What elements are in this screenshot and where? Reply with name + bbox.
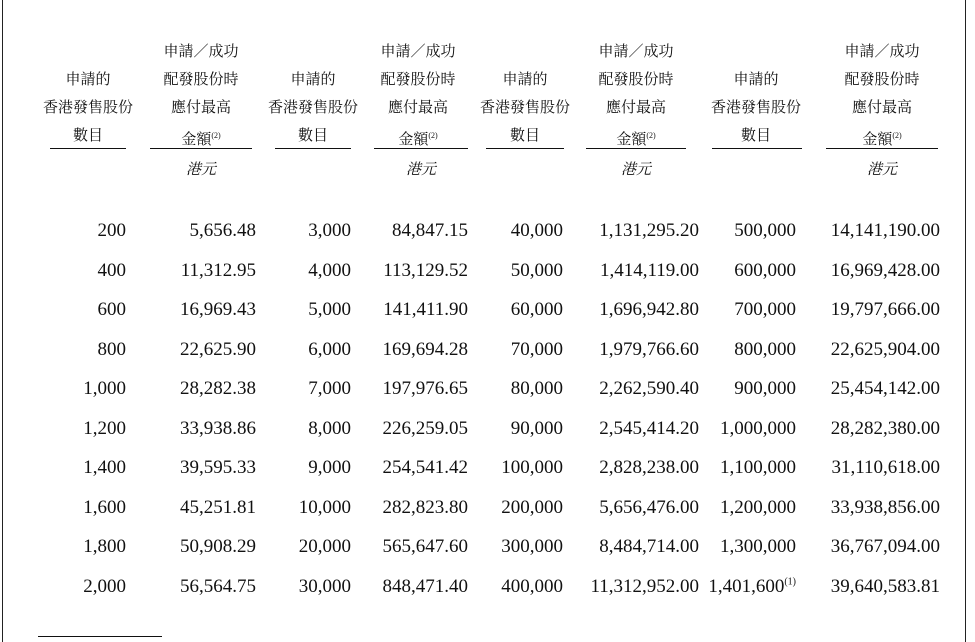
- header-line: 申請的: [733, 72, 779, 88]
- shares-cell: [511, 260, 563, 282]
- cell-value: 50,908.29: [180, 536, 256, 557]
- cell-value: 19,797,666.00: [830, 299, 940, 320]
- amount-cell: [383, 339, 469, 361]
- header-amount-4: [826, 38, 938, 154]
- shares-cell: [734, 339, 796, 361]
- unit-label: 港元: [405, 162, 436, 178]
- cell-value: 16,969.43: [180, 299, 256, 320]
- shares-cell: [308, 378, 351, 400]
- amount-cell: [383, 457, 469, 479]
- header-rule: [50, 148, 126, 149]
- cell-value: 16,969,428.00: [830, 259, 940, 281]
- amount-cell: [831, 497, 940, 519]
- cell-value: 25,454,142.00: [830, 378, 940, 399]
- shares-cell: [83, 418, 126, 440]
- header-line: [150, 122, 252, 154]
- header-line: [370, 122, 466, 154]
- shares-cell: [720, 497, 796, 519]
- cell-value: 2,262,590.40: [599, 378, 699, 399]
- header-text: 金額: [181, 132, 212, 148]
- shares-cell: [501, 576, 563, 598]
- header-line: 應付最高: [605, 100, 666, 116]
- cell-value: 33,938,856.00: [830, 496, 940, 518]
- shares-cell: [83, 536, 126, 558]
- shares-cell: [501, 536, 563, 558]
- amount-cell: [590, 576, 699, 598]
- header-line: 數目: [297, 128, 328, 144]
- amount-cell: [190, 220, 257, 242]
- header-line: 申請的: [290, 72, 336, 88]
- header-text: 金額: [616, 132, 647, 148]
- amount-cell: [831, 536, 940, 558]
- cell-value: 1,000,000: [720, 417, 796, 439]
- header-line: 配發股份時: [380, 72, 456, 88]
- shares-cell: [299, 576, 351, 598]
- amount-cell: [599, 536, 699, 558]
- cell-value: 1,200: [83, 417, 126, 439]
- unit-label: 港元: [620, 162, 651, 178]
- shares-cell: [308, 457, 351, 479]
- cell-value: 5,656,476.00: [599, 496, 699, 518]
- cell-value: 1,600: [83, 496, 126, 518]
- cell-value: 84,847.15: [392, 220, 468, 241]
- left-border: [2, 0, 3, 642]
- footnote-marker: (2): [428, 131, 438, 140]
- cell-value: 565,647.60: [382, 536, 468, 557]
- shares-cell: [83, 497, 126, 519]
- header-amount-2: [370, 38, 466, 154]
- amount-cell: [831, 260, 940, 282]
- header-line: 數目: [740, 128, 771, 144]
- cell-value: 1,200,000: [720, 496, 796, 518]
- cell-value: 113,129.52: [383, 259, 468, 281]
- shares-cell: [734, 220, 796, 242]
- shares-cell: [511, 299, 563, 321]
- cell-value: 36,767,094.00: [830, 536, 940, 557]
- footnote-marker: (2): [211, 131, 221, 140]
- cell-value: 40,000: [510, 220, 563, 241]
- cell-value: 141,411.90: [383, 299, 468, 320]
- shares-cell: [299, 536, 351, 558]
- shares-cell: [720, 536, 796, 558]
- header-text: 金額: [862, 132, 893, 148]
- header-line: 應付最高: [851, 100, 912, 116]
- shares-cell: [83, 457, 126, 479]
- amount-cell: [181, 260, 256, 282]
- shares-cell: [511, 418, 563, 440]
- header-line: 數目: [72, 128, 103, 144]
- header-line: 配發股份時: [844, 72, 920, 88]
- header-rule: [374, 148, 468, 149]
- amount-cell: [383, 497, 469, 519]
- cell-value: 800: [97, 338, 126, 360]
- header-line: 申請的: [502, 72, 548, 88]
- cell-value: 200,000: [501, 496, 563, 518]
- amount-cell: [180, 457, 256, 479]
- cell-value: 2,545,414.20: [599, 417, 699, 439]
- cell-value: 1,401,600: [708, 575, 785, 597]
- cell-value: 282,823.80: [382, 496, 468, 518]
- header-line: 香港發售股份: [480, 100, 571, 116]
- amount-cell: [383, 576, 469, 598]
- header-line: 香港發售股份: [42, 100, 133, 116]
- cell-value: 500,000: [734, 220, 796, 241]
- cell-value: 6,000: [308, 338, 351, 360]
- cell-value: 169,694.28: [382, 338, 468, 360]
- cell-value: 50,000: [510, 259, 563, 281]
- shares-cell: [83, 378, 126, 400]
- header-rule: [150, 148, 252, 149]
- cell-value: 1,696,942.80: [599, 299, 699, 320]
- header-rule: [275, 148, 351, 149]
- header-rule: [826, 148, 938, 149]
- shares-cell: [708, 576, 796, 598]
- cell-value: 197,976.65: [382, 378, 468, 399]
- cell-value: 1,000: [83, 378, 126, 399]
- header-line: 申請／成功: [380, 44, 456, 60]
- cell-value: 45,251.81: [180, 496, 256, 518]
- cell-value: 5,656.48: [189, 220, 256, 241]
- header-rule: [486, 148, 564, 149]
- cell-value: 8,000: [308, 417, 351, 439]
- header-line: 配發股份時: [163, 72, 239, 88]
- cell-value: 848,471.40: [382, 575, 468, 597]
- unit-label: 港元: [866, 162, 897, 178]
- cell-value: 400,000: [501, 575, 563, 597]
- header-line: 香港發售股份: [268, 100, 359, 116]
- cell-value: 33,938.86: [180, 417, 256, 439]
- header-shares-1: [40, 66, 136, 150]
- shares-cell: [308, 260, 351, 282]
- amount-cell: [599, 418, 699, 440]
- header-shares-4: [710, 66, 802, 150]
- amount-cell: [599, 497, 699, 519]
- cell-value: 1,100,000: [720, 457, 796, 478]
- cell-value: 1,300,000: [720, 536, 796, 557]
- cell-value: 226,259.05: [382, 417, 468, 439]
- cell-value: 60,000: [510, 299, 563, 320]
- amount-cell: [831, 576, 940, 598]
- header-line: 配發股份時: [598, 72, 674, 88]
- amount-cell: [383, 536, 469, 558]
- cell-value: 5,000: [308, 299, 351, 320]
- cell-value: 600: [97, 299, 126, 320]
- right-border: [965, 0, 966, 642]
- shares-cell: [511, 378, 563, 400]
- cell-value: 1,800: [83, 536, 126, 557]
- cell-value: 20,000: [298, 536, 351, 557]
- amount-cell: [180, 536, 256, 558]
- cell-value: 300,000: [501, 536, 563, 557]
- amount-cell: [599, 457, 699, 479]
- cell-value: 700,000: [734, 299, 796, 320]
- footnote-rule: [38, 636, 162, 637]
- cell-value: 1,131,295.20: [599, 220, 699, 241]
- shares-cell: [720, 457, 796, 479]
- shares-cell: [511, 339, 563, 361]
- amount-cell: [831, 457, 940, 479]
- shares-cell: [98, 299, 127, 321]
- header-rule: [712, 148, 802, 149]
- header-rule: [586, 148, 686, 149]
- shares-cell: [734, 299, 796, 321]
- shares-cell: [308, 299, 351, 321]
- cell-value: 31,110,618.00: [831, 457, 940, 478]
- shares-cell: [308, 418, 351, 440]
- header-text: 金額: [398, 132, 429, 148]
- cell-value: 600,000: [734, 259, 796, 281]
- cell-value: 22,625,904.00: [830, 338, 940, 360]
- amount-cell: [831, 418, 940, 440]
- cell-value: 254,541.42: [382, 457, 468, 478]
- cell-value: 200: [97, 220, 126, 241]
- header-line: 應付最高: [387, 100, 448, 116]
- cell-value: 1,414,119.00: [599, 259, 699, 281]
- unit-label: 港元: [185, 162, 216, 178]
- header-shares-3: [480, 66, 570, 150]
- shares-cell: [308, 339, 351, 361]
- amount-cell: [831, 299, 940, 321]
- cell-value: 11,312,952.00: [590, 575, 699, 597]
- shares-cell: [720, 418, 796, 440]
- header-line: 申請／成功: [163, 44, 239, 60]
- cell-value: 14,141,190.00: [830, 220, 940, 241]
- amount-cell: [599, 378, 699, 400]
- amount-cell: [180, 299, 256, 321]
- cell-value: 400: [97, 259, 126, 281]
- amount-cell: [180, 378, 256, 400]
- amount-cell: [180, 418, 256, 440]
- amount-cell: [180, 339, 256, 361]
- cell-value: 39,595.33: [180, 457, 256, 478]
- shares-cell: [734, 378, 796, 400]
- cell-value: 28,282.38: [180, 378, 256, 399]
- shares-cell: [98, 220, 127, 242]
- cell-value: 7,000: [308, 378, 351, 399]
- header-line: 香港發售股份: [710, 100, 801, 116]
- shares-cell: [83, 576, 126, 598]
- amount-cell: [599, 299, 699, 321]
- header-line: 數目: [509, 128, 540, 144]
- shares-cell: [308, 220, 351, 242]
- amount-cell: [180, 576, 256, 598]
- cell-value: 10,000: [298, 496, 351, 518]
- cell-value: 4,000: [308, 259, 351, 281]
- header-amount-1: [150, 38, 252, 154]
- amount-cell: [383, 299, 468, 321]
- cell-value: 70,000: [510, 338, 563, 360]
- cell-value: 9,000: [308, 457, 351, 478]
- cell-value: 800,000: [734, 338, 796, 360]
- cell-value: 90,000: [510, 417, 563, 439]
- header-line: [586, 122, 686, 154]
- cell-value: 2,000: [83, 575, 126, 597]
- shares-cell: [501, 497, 563, 519]
- cell-value: 30,000: [298, 575, 351, 597]
- cell-value: 3,000: [308, 220, 351, 241]
- cell-value: 28,282,380.00: [830, 417, 940, 439]
- amount-cell: [599, 220, 699, 242]
- header-line: 申請／成功: [598, 44, 674, 60]
- header-amount-3: [586, 38, 686, 154]
- cell-value: 1,979,766.60: [599, 338, 699, 360]
- amount-cell: [392, 220, 468, 242]
- shares-cell: [98, 339, 127, 361]
- header-line: [826, 122, 938, 154]
- footnote-marker: (1): [784, 576, 796, 588]
- amount-cell: [383, 378, 469, 400]
- cell-value: 39,640,583.81: [830, 575, 940, 597]
- amount-cell: [599, 339, 699, 361]
- cell-value: 100,000: [501, 457, 563, 478]
- header-shares-2: [268, 66, 358, 150]
- amount-cell: [831, 220, 940, 242]
- cell-value: 8,484,714.00: [599, 536, 699, 557]
- cell-value: 2,828,238.00: [599, 457, 699, 478]
- header-line: 申請的: [65, 72, 111, 88]
- amount-cell: [383, 260, 468, 282]
- amount-cell: [831, 339, 940, 361]
- header-line: 申請／成功: [844, 44, 920, 60]
- shares-cell: [511, 220, 563, 242]
- shares-cell: [98, 260, 127, 282]
- cell-value: 22,625.90: [180, 338, 256, 360]
- amount-cell: [383, 418, 469, 440]
- shares-cell: [299, 497, 351, 519]
- amount-cell: [600, 260, 699, 282]
- amount-cell: [831, 378, 940, 400]
- cell-value: 56,564.75: [180, 575, 256, 597]
- cell-value: 900,000: [734, 378, 796, 399]
- amount-cell: [180, 497, 256, 519]
- footnote-marker: (2): [646, 131, 656, 140]
- cell-value: 80,000: [510, 378, 563, 399]
- cell-value: 11,312.95: [180, 259, 256, 281]
- cell-value: 1,400: [83, 457, 126, 478]
- shares-cell: [501, 457, 563, 479]
- header-line: 應付最高: [170, 100, 231, 116]
- shares-cell: [734, 260, 796, 282]
- footnote-marker: (2): [892, 131, 902, 140]
